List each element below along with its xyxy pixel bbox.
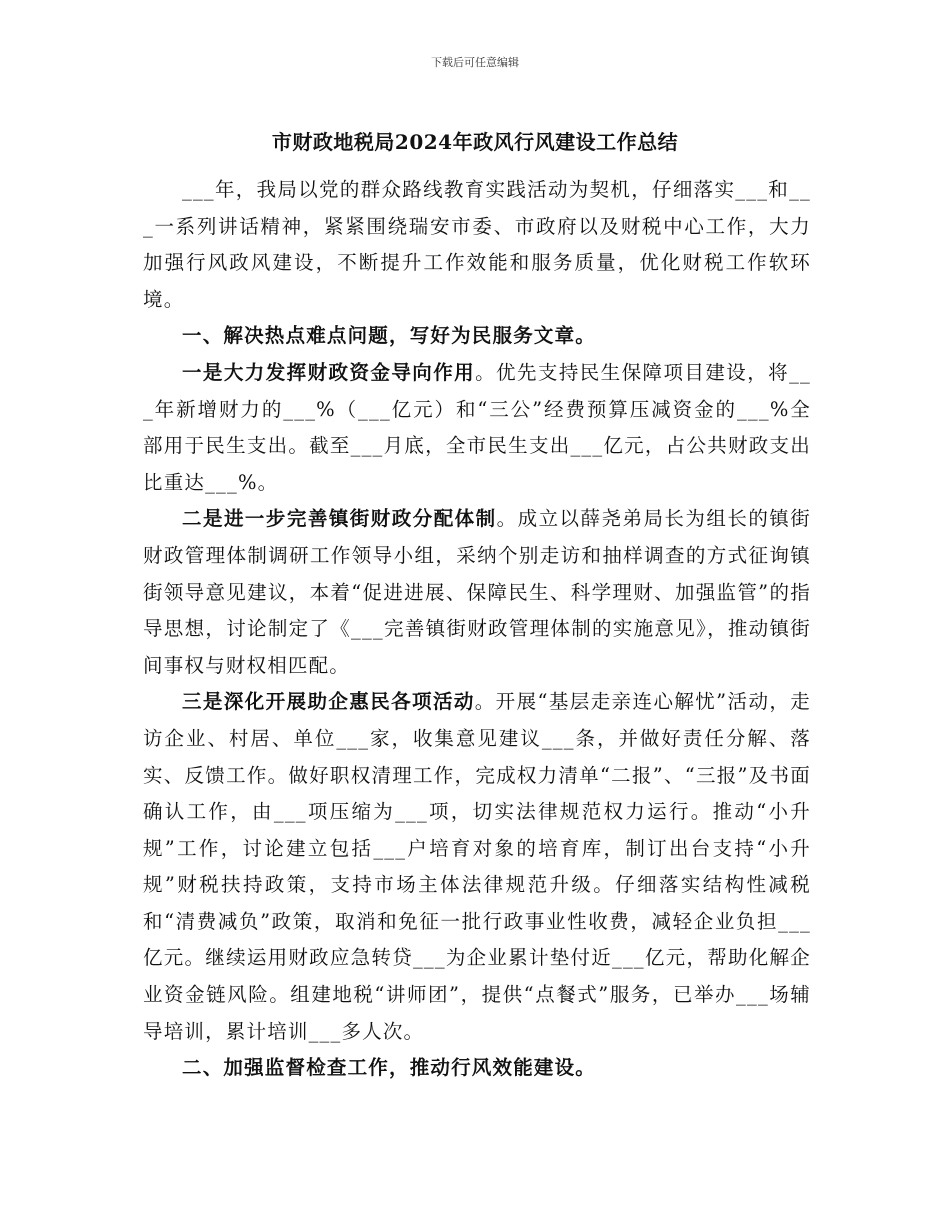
item-paragraph-3: [143, 684, 811, 1050]
item-lead-2: 二是进一步完善镇街财政分配体制: [182, 507, 497, 531]
item-paragraph-2: [143, 501, 811, 684]
item-text-1: 。优先支持民生保障项目建设，将___年新增财力的___%（___亿元）和“三公”经费预算压减资金的___%全部用于民生支出。截至___月底，全市民生支出___亿元，占公共财政支出比重达___%。: [143, 360, 811, 494]
item-text-3: 。开展“基层走亲连心解忧”活动，走访企业、村居、单位___家，收集意见建议___条，并做好责任分解、落实、反馈工作。做好职权清理工作，完成权力清单“二报”、“三报”及书面确认工作，由___项压缩为___项，切实法律规范权力运行。推动“小升规”工作，讨论建立包括___户培育对象的培育库，制订出台支持“小升规”财税扶持政策，支持市场主体法律规范升级。仔细落实结构性减税和“清费减负”政策，取消和免征一批行政事业性收费，减轻企业负担___亿元。继续运用财政应急转贷___为企业累计垫付近___亿元，帮助化解企业资金链风险。组建地税“讲师团”，提供“点餐式”服务，已举办___场辅导培训，累计培训___多人次。: [143, 690, 811, 1043]
section-heading-1: 一、解决热点难点问题，写好为民服务文章。: [182, 324, 597, 348]
intro-paragraph: ___年，我局以党的群众路线教育实践活动为契机，仔细落实___和___一系列讲话精神，紧紧围绕瑞安市委、市政府以及财税中心工作，大力加强行风政风建设，不断提升工作效能和服务质量，优化财税工作软环境。: [143, 178, 811, 311]
item-lead-1: 一是大力发挥财政资金导向作用: [182, 360, 476, 384]
item-text-2: 。成立以薛尧弟局长为组长的镇街财政管理体制调研工作领导小组，采纳个别走访和抽样调查的方式征询镇街领导意见建议，本着“促进进展、保障民生、科学理财、加强监管”的指导思想，讨论制定了《___完善镇街财政管理体制的实施意见》，推动镇街间事权与财权相匹配。: [143, 507, 811, 677]
header-note: 下载后可任意编辑: [431, 56, 519, 69]
item-paragraph-1: [143, 355, 811, 501]
item-lead-3: 三是深化开展助企惠民各项活动: [182, 690, 475, 714]
document-body: [143, 172, 811, 1087]
section-heading-2: 二、加强监督检查工作，推动行风效能建设。: [182, 1056, 597, 1080]
document-title: 市财政地税局2024年政风行风建设工作总结: [271, 130, 679, 154]
